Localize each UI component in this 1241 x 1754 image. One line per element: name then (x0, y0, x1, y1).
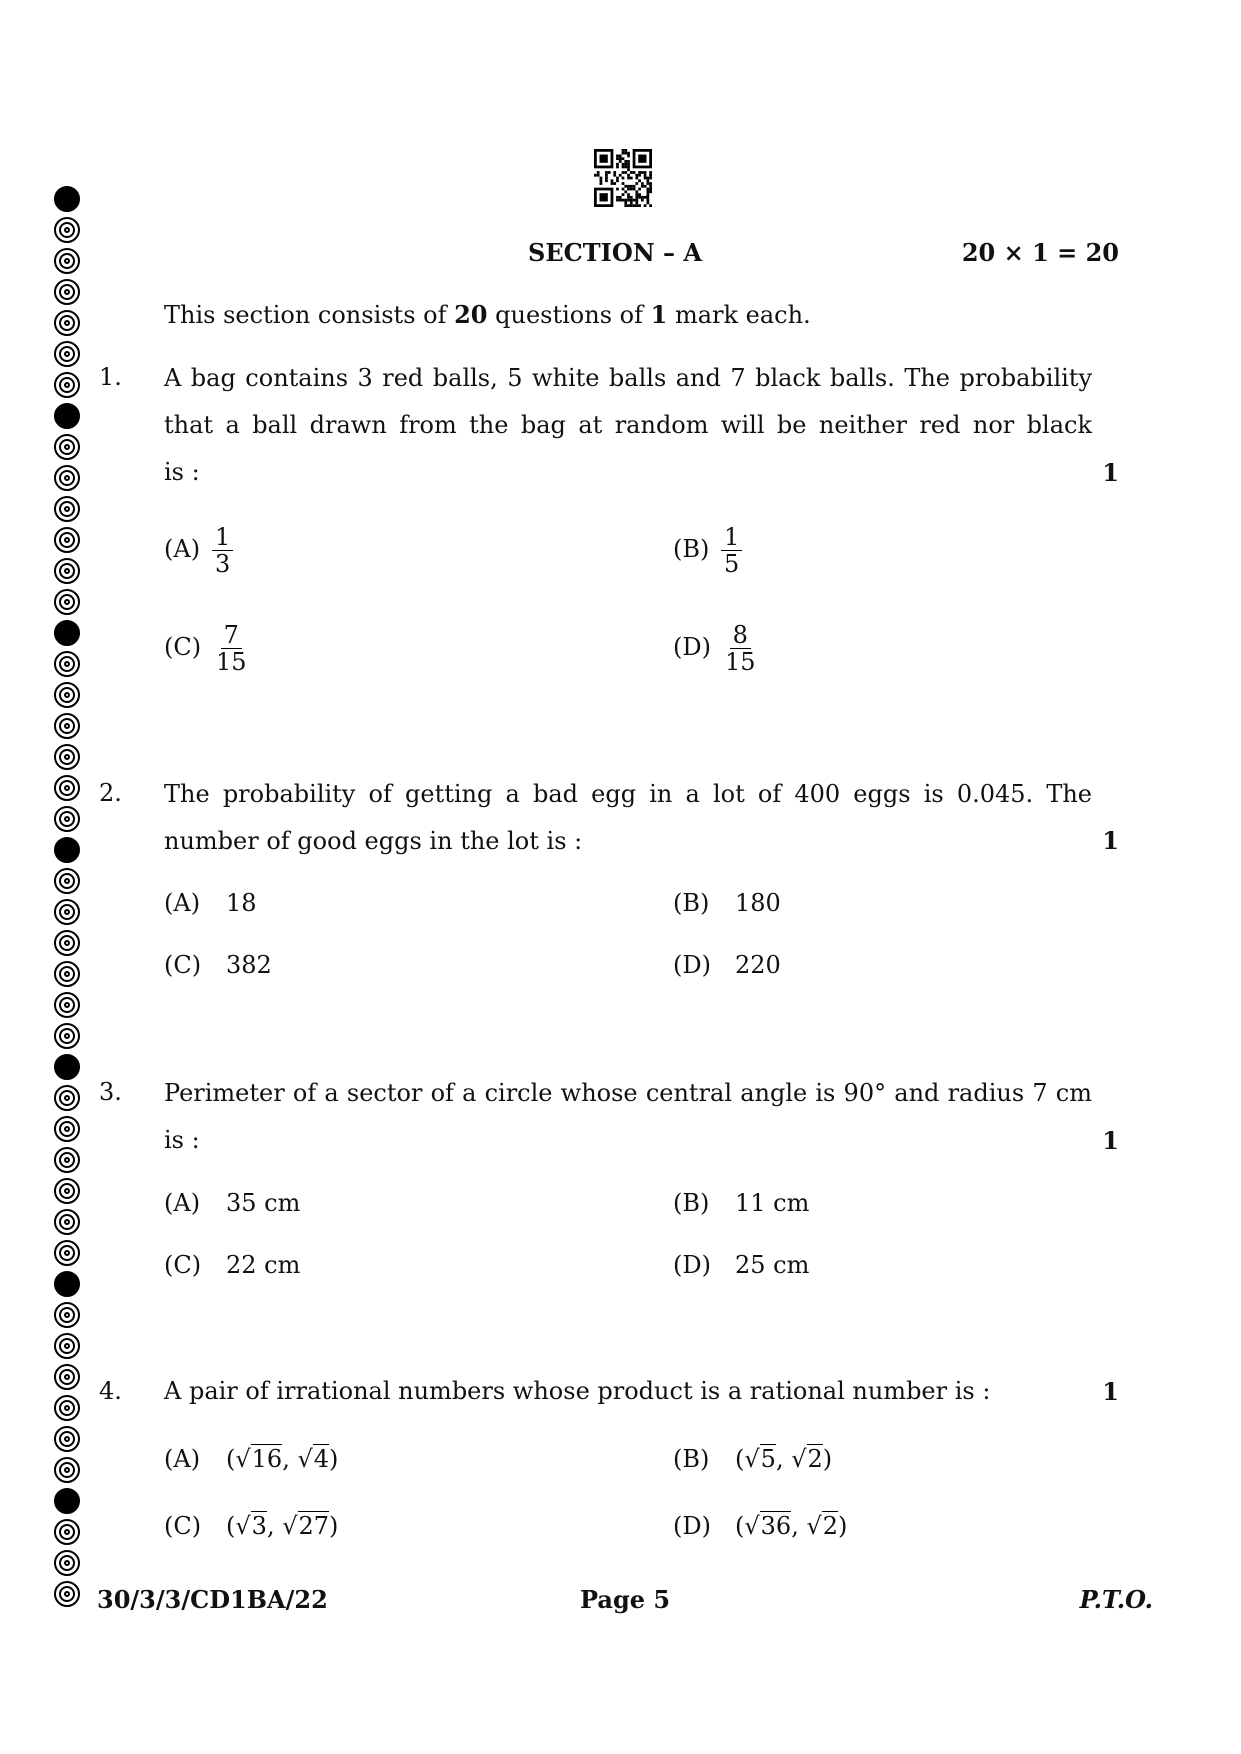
margin-circle-icon (54, 961, 80, 987)
margin-circle-icon (54, 217, 80, 243)
question-text: A bag contains 3 red balls, 5 white balls and 7 black balls. The probability that a ball drawn from the bag at random will be neither red nor black is : (164, 364, 1092, 486)
option-c: (C) $\frac{7}{15}$ (164, 621, 247, 676)
option-a: (A) $\frac{1}{3}$ (164, 524, 233, 577)
question-text: A pair of irrational numbers whose product is a rational number is : (164, 1377, 991, 1405)
margin-circle-icon (54, 713, 80, 739)
question-number: 2. (99, 779, 122, 807)
margin-circle-icon (54, 1116, 80, 1142)
question-marks: 1 (1102, 1377, 1119, 1406)
margin-circle-icon (54, 868, 80, 894)
margin-circle-icon (54, 1209, 80, 1235)
question-text: The probability of getting a bad egg in a lot of 400 eggs is 0.045. The number of good eggs in the lot is : (164, 780, 1092, 855)
margin-circle-icon (54, 806, 80, 832)
margin-circle-icon (54, 1581, 80, 1607)
question-number: 4. (99, 1377, 122, 1405)
question-number: 3. (99, 1078, 122, 1106)
margin-circle-icon (54, 744, 80, 770)
margin-circle-icon (54, 1147, 80, 1173)
option-c: (C) 22 cm (164, 1251, 301, 1279)
margin-circle-icon (54, 558, 80, 584)
margin-circle-icon (54, 1178, 80, 1204)
question-text: Perimeter of a sector of a circle whose central angle is 90° and radius 7 cm is : (164, 1079, 1092, 1154)
margin-circle-icon (54, 403, 80, 429)
margin-circle-icon (54, 775, 80, 801)
margin-circle-icon (54, 434, 80, 460)
margin-circle-icon (54, 837, 80, 863)
margin-circle-icon (54, 496, 80, 522)
margin-circle-icon (54, 1271, 80, 1297)
question-number: 1. (99, 363, 122, 391)
section-instruction: This section consists of 20 questions of 1 mark each. (164, 300, 811, 329)
margin-circle-icon (54, 930, 80, 956)
option-b: (B) (√5, √2) (673, 1445, 833, 1473)
option-d: (D) (√36, √2) (673, 1512, 848, 1540)
margin-circle-marks (54, 186, 86, 1612)
margin-circle-icon (54, 1240, 80, 1266)
question-marks: 1 (1102, 458, 1119, 487)
option-d: (D) 220 (673, 951, 781, 979)
margin-circle-icon (54, 1302, 80, 1328)
margin-circle-icon (54, 310, 80, 336)
margin-circle-icon (54, 527, 80, 553)
question-marks: 1 (1102, 1126, 1119, 1155)
margin-circle-icon (54, 1364, 80, 1390)
margin-circle-icon (54, 1519, 80, 1545)
option-c: (C) 382 (164, 951, 272, 979)
margin-circle-icon (54, 1426, 80, 1452)
option-d: (D) $\frac{8}{15}$ (673, 621, 756, 676)
margin-circle-icon (54, 186, 80, 212)
margin-circle-icon (54, 992, 80, 1018)
option-a: (A) (√16, √4) (164, 1445, 339, 1473)
margin-circle-icon (54, 1023, 80, 1049)
paper-code: 30/3/3/CD1BA/22 (97, 1585, 328, 1614)
option-c: (C) (√3, √27) (164, 1512, 339, 1540)
option-b: (B) 11 cm (673, 1189, 810, 1217)
option-a: (A) 18 (164, 889, 257, 917)
margin-circle-icon (54, 1333, 80, 1359)
qr-code (594, 149, 652, 207)
margin-circle-icon (54, 1054, 80, 1080)
option-b: (B) 180 (673, 889, 781, 917)
margin-circle-icon (54, 899, 80, 925)
margin-circle-icon (54, 1085, 80, 1111)
marks-scheme: 20 × 1 = 20 (961, 238, 1119, 267)
margin-circle-icon (54, 372, 80, 398)
option-a: (A) 35 cm (164, 1189, 301, 1217)
margin-circle-icon (54, 279, 80, 305)
section-title: SECTION – A (528, 238, 702, 267)
question-marks: 1 (1102, 826, 1119, 855)
margin-circle-icon (54, 682, 80, 708)
margin-circle-icon (54, 651, 80, 677)
margin-circle-icon (54, 589, 80, 615)
option-d: (D) 25 cm (673, 1251, 810, 1279)
margin-circle-icon (54, 1488, 80, 1514)
margin-circle-icon (54, 1457, 80, 1483)
margin-circle-icon (54, 248, 80, 274)
margin-circle-icon (54, 1395, 80, 1421)
margin-circle-icon (54, 465, 80, 491)
option-b: (B) $\frac{1}{5}$ (673, 524, 742, 577)
margin-circle-icon (54, 341, 80, 367)
page-number: Page 5 (580, 1585, 671, 1614)
margin-circle-icon (54, 620, 80, 646)
margin-circle-icon (54, 1550, 80, 1576)
pto-label: P.T.O. (1079, 1585, 1153, 1614)
